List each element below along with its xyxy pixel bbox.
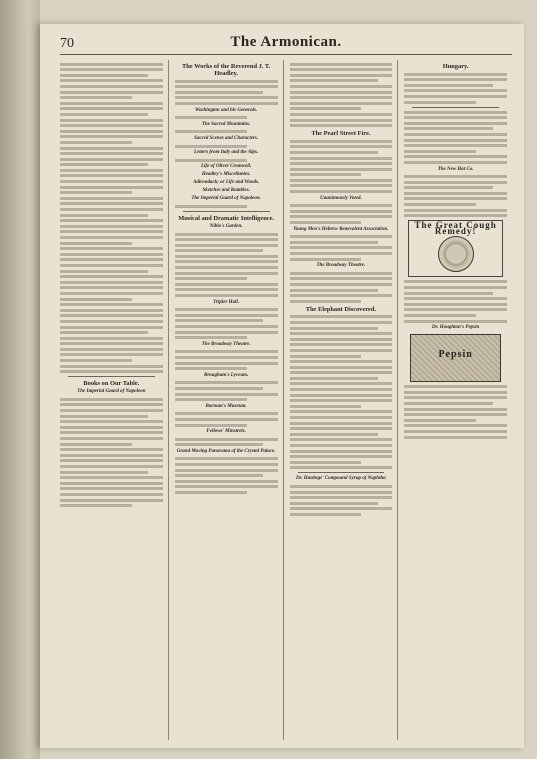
section-heading: The Elephant Discovered. — [305, 305, 377, 313]
body-text-block — [60, 398, 163, 507]
section-divider — [183, 211, 270, 212]
sub-heading: Tripler Hall. — [213, 299, 240, 305]
sub-heading: Young Men's Hebrew Benevolent Association. — [293, 226, 389, 232]
sub-heading: Letters from Italy and the Alps. — [193, 150, 259, 156]
masthead-title: The Armonican. — [230, 34, 342, 50]
sub-heading: Sketches and Rambles. — [202, 188, 250, 194]
sub-heading: Washington and his Generals. — [195, 107, 258, 113]
page-number: 70 — [60, 36, 74, 51]
section-divider — [68, 376, 155, 377]
column-3 — [290, 60, 399, 740]
page-header — [60, 34, 512, 55]
sub-heading: The New Hat Co. — [437, 166, 474, 172]
column-4 — [404, 60, 512, 740]
sub-heading: Adirondack; or Life and Woods. — [193, 180, 260, 186]
sub-heading: Unanimously Voted. — [320, 195, 362, 201]
sub-heading: Brougham's Lyceum. — [203, 372, 249, 378]
seal-emblem-icon — [438, 236, 474, 272]
sub-heading: The Broadway Theatre. — [316, 263, 366, 269]
advertisement-heading: Dr. Houghton's Pepsin — [431, 325, 480, 331]
sub-heading: The Imperial Guard of Napoleon — [77, 389, 146, 395]
ad-headline: The Great Cough Remedy! — [414, 220, 497, 236]
sub-heading: Sacred Scenes and Characters. — [194, 135, 259, 141]
sub-heading: Headley's Miscellanies. — [201, 172, 251, 178]
pepsin-ad-illustration — [410, 334, 501, 382]
section-divider — [412, 107, 499, 108]
book-spine — [0, 0, 40, 759]
section-heading: The Pearl Street Fire. — [311, 130, 371, 138]
sub-heading: The Broadway Theatre. — [201, 341, 251, 347]
sub-heading: Barnum's Museum. — [205, 403, 247, 409]
section-divider — [298, 472, 385, 473]
sub-heading: The Imperial Guard of Napoleon. — [191, 196, 261, 202]
section-heading: Hungary. — [442, 63, 469, 70]
cough-remedy-ad — [408, 220, 503, 277]
sub-heading: Grand Moving Panorama of the Crystal Palace. — [176, 448, 276, 454]
sub-heading: Niblo's Garden. — [209, 223, 243, 229]
newspaper-page — [40, 24, 524, 748]
column-1 — [60, 60, 169, 740]
body-text-block — [60, 63, 163, 374]
article-columns — [60, 60, 512, 740]
pepsin-label: Pepsin — [438, 349, 473, 361]
section-heading: Books on Our Table. — [83, 380, 140, 388]
sub-heading: Life of Oliver Cromwell. — [200, 164, 252, 170]
sub-heading: Fellows' Minstrels. — [206, 429, 246, 435]
advertisement-heading: Dr. Hastings' Compound Syrup of Naphtha — [296, 476, 386, 482]
section-heading: The Works of the Reverend J. T. Headley. — [181, 63, 271, 77]
section-heading: Musical and Dramatic Intelligence. — [178, 214, 275, 222]
column-2 — [175, 60, 284, 740]
sub-heading: The Sacred Mountains. — [201, 121, 251, 127]
